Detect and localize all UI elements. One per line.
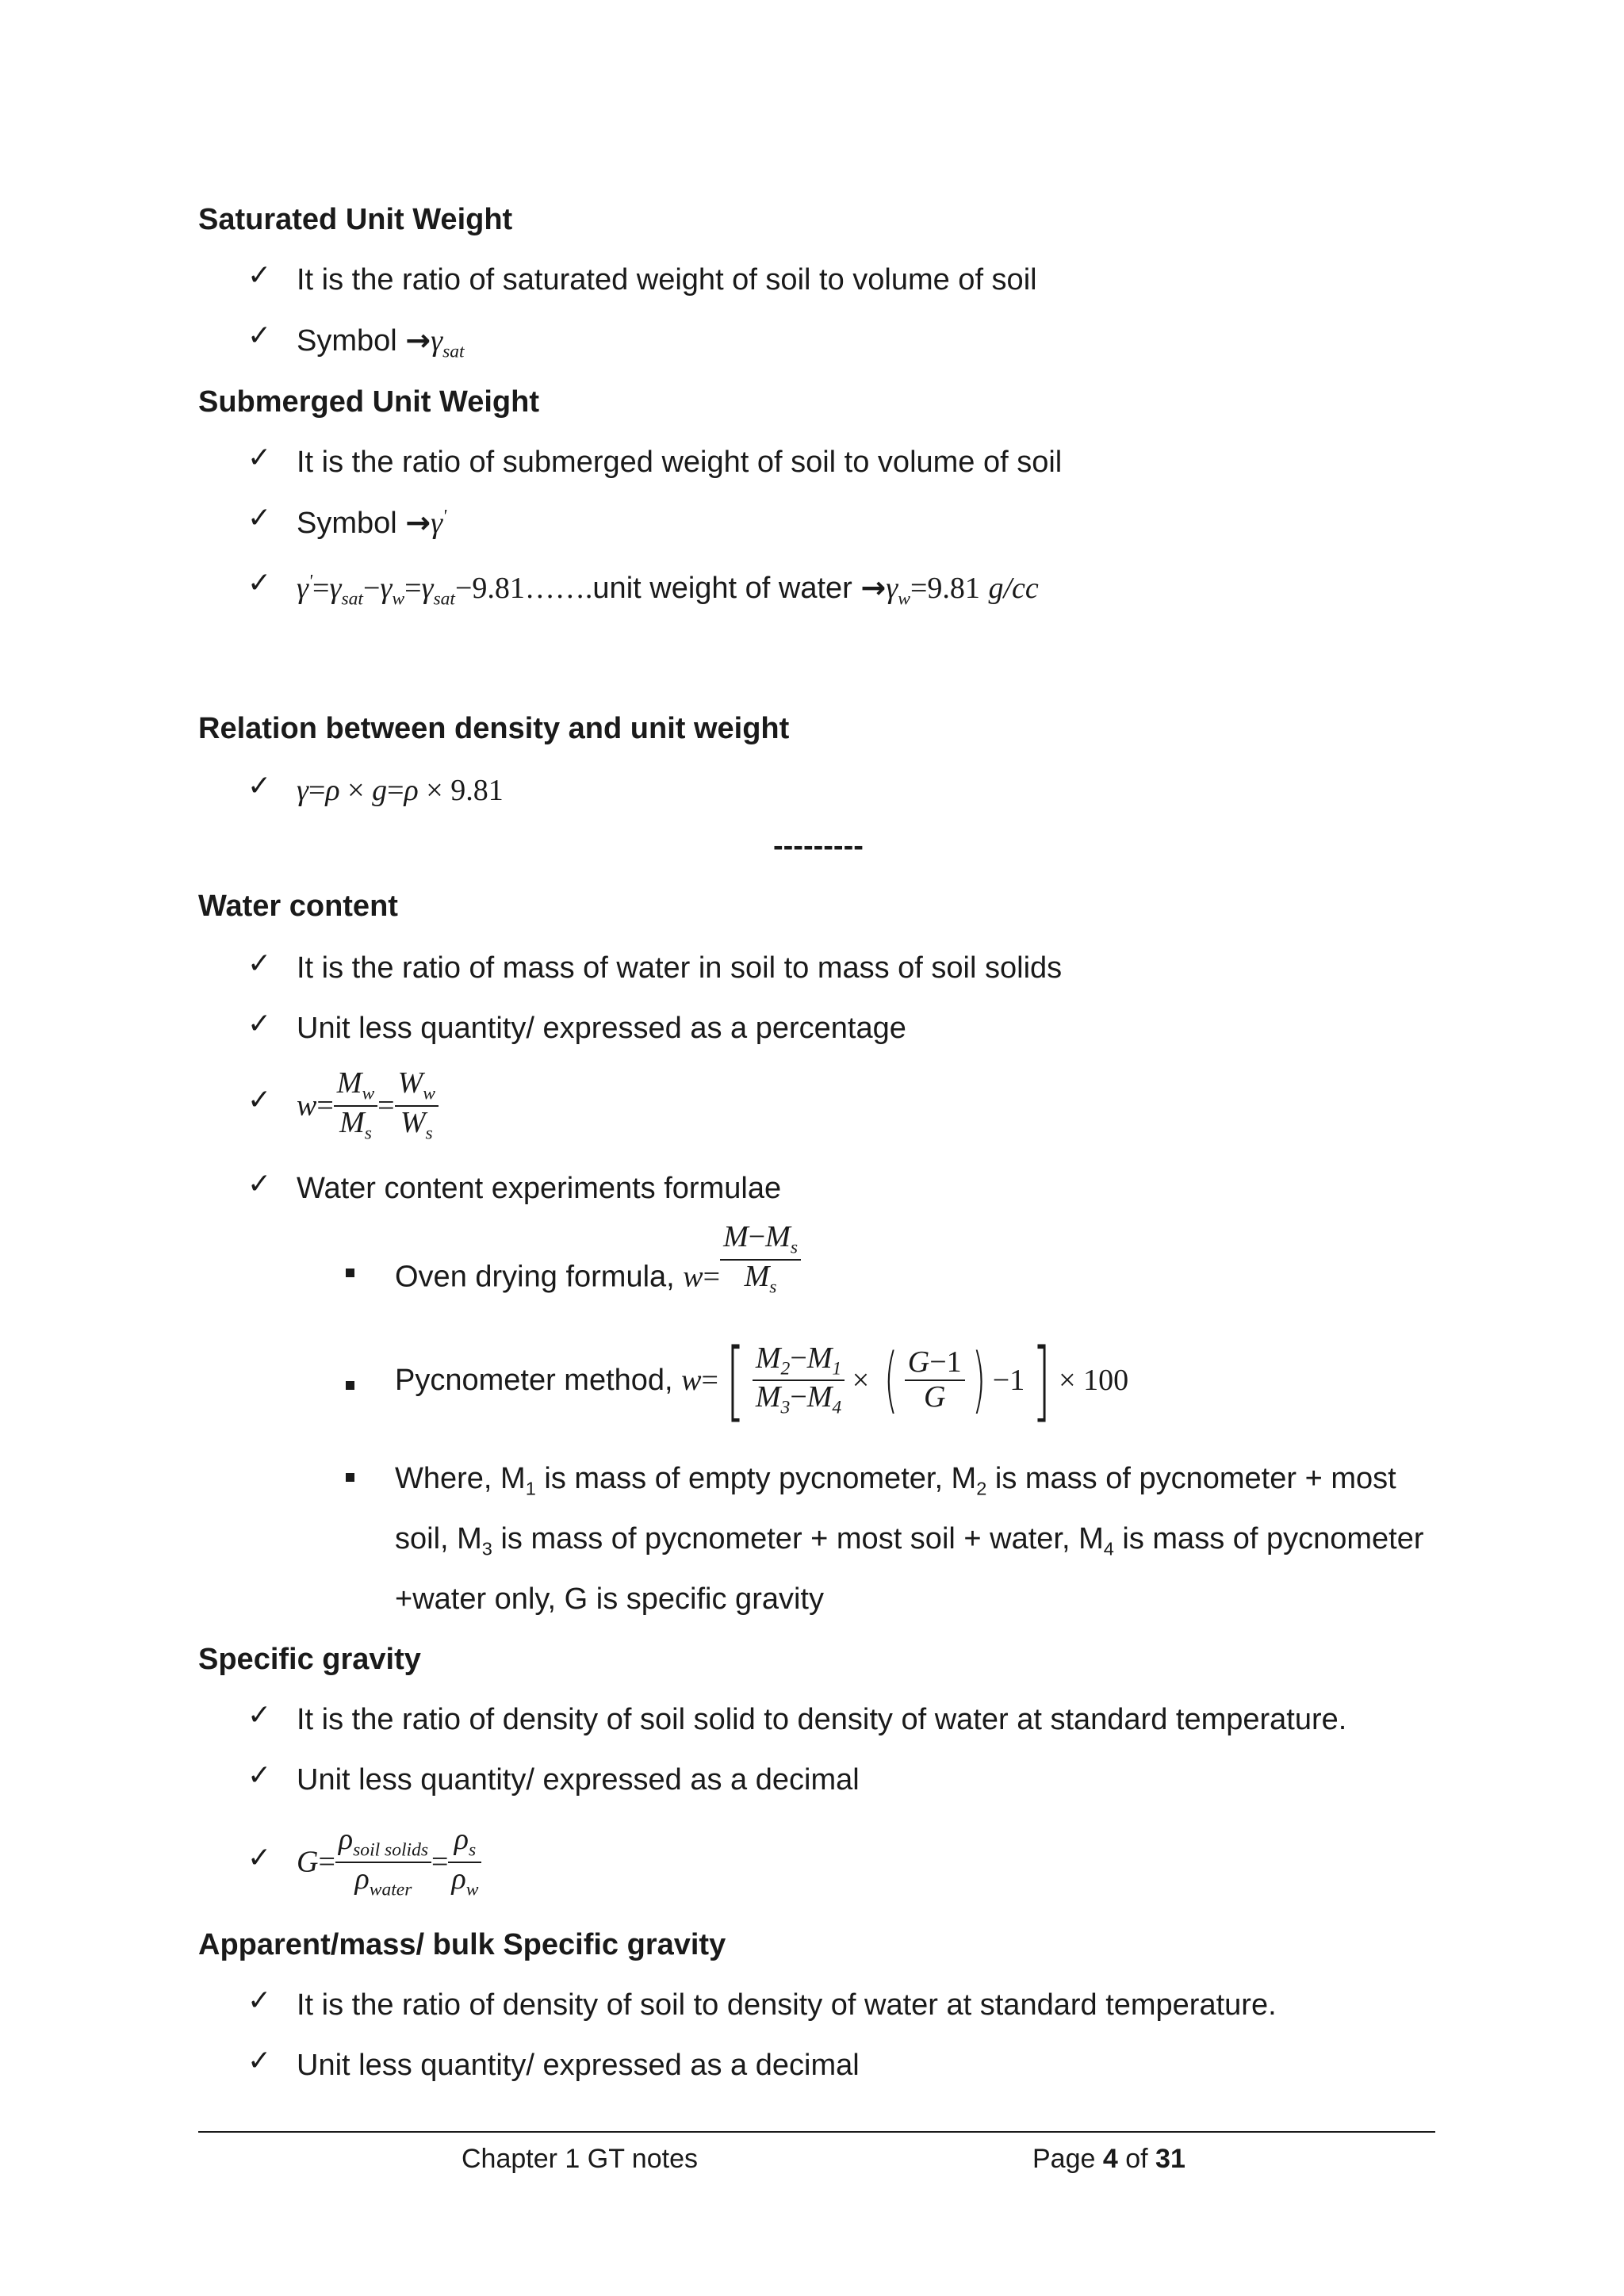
subitem-where-line1: Where, $M_1$ is mass of empty pycnometer, $M_2$ is mass of pycnometer + most xyxy=(395,1462,1396,1499)
square-bullet-icon xyxy=(346,1473,354,1482)
heading-specific-gravity: Specific gravity xyxy=(198,1643,421,1676)
checkmark-icon: ✓ xyxy=(247,1168,272,1200)
subitem-pycnometer: Pycnometer method, w=[ $\frac{M_2-M_1}{M_3-M_4}$ × ( $\frac{G-1}{G}$ ) −1] × 100 xyxy=(395,1330,1129,1431)
checkmark-icon: ✓ xyxy=(247,1084,272,1116)
checkmark-icon: ✓ xyxy=(247,259,272,292)
checkmark-icon: ✓ xyxy=(247,320,272,352)
footer-chapter: Chapter 1 GT notes xyxy=(462,2144,698,2174)
arrow-right-icon: → xyxy=(405,505,431,540)
checkmark-icon: ✓ xyxy=(247,1759,272,1792)
subitem-where-line3: +water only, G is specific gravity xyxy=(395,1582,824,1616)
square-bullet-icon xyxy=(346,1381,354,1390)
heading-saturated-unit-weight: Saturated Unit Weight xyxy=(198,203,513,236)
checkmark-icon: ✓ xyxy=(247,2045,272,2077)
square-bullet-icon xyxy=(346,1269,354,1277)
heading-relation-density-unit-weight: Relation between density and unit weight xyxy=(198,712,790,745)
checkmark-icon: ✓ xyxy=(247,502,272,534)
checkmark-icon: ✓ xyxy=(247,1984,272,2017)
heading-submerged-unit-weight: Submerged Unit Weight xyxy=(198,385,539,419)
footer-page-number: Page 4 of 31 xyxy=(1032,2144,1185,2174)
section-divider: --------- xyxy=(773,829,864,863)
footer-rule xyxy=(198,2131,1435,2133)
checkmark-icon: ✓ xyxy=(247,1699,272,1732)
checkmark-icon: ✓ xyxy=(247,770,272,802)
checkmark-icon: ✓ xyxy=(247,1008,272,1040)
checkmark-icon: ✓ xyxy=(247,1842,272,1874)
heading-water-content: Water content xyxy=(198,890,398,923)
arrow-right-icon: → xyxy=(405,323,431,358)
document-page: Saturated Unit Weight ✓ It is the ratio of saturated weight of soil to volume of soil ✓ Symbol $\to\gamma_{sat}$ Submerged Unit Weight ✓ It is the ratio of submerged weight of soil to volume of soil ✓ Symbol →γ' ✓ $\gamma'=\gamma_{sat}-\gamma_w=\gamma_{sat}-9.81\dots\dots.unit$ weight of water $\to\gamma_w=9.81$ g/cc Relation between density and unit weight ✓ γ=ρ × g=ρ × 9.81 --------- Water content ✓ It is the ratio of mass of water in soil to mass of soil solids ✓ Unit less quantity/ expressed as a percentage ✓ w= $\frac{M_w}{M_s}$ = $\frac{W_w}{W_s}$ ✓ Water content experiments formulae Oven drying formula, w= $\frac{M-M_s}{M_s}$ Pycnometer method, w=[ $\frac{M_2-M_1}{M_3-M_4}$ × ( $\frac{G-1}{G}$ ) −1] × 100 Where, $M_1$ is mass of empty pycnometer, $M_2$ is mass of pycnometer + most soil, $M_3$ is mass of pycnometer + most soil + water, $M_4$ is mass of pycnometer +water only, G is specific gravity Specific gravity ✓ It is the ratio of density of soil solid to density of water at standard temperature. ✓ Unit less quantity/ expressed as a decimal ✓ G= $\frac{\rho_{soil solids}}{\rho_{water}}$ = $\frac{\rho_s}{\rho_w}$ Apparent/mass/ bulk Specific gravity ✓ It is the ratio of density of soil to density of water at standard temperature. ✓ Unit less quantity/ expressed as a decimal Chapter 1 GT notes Page 4 of 31 xyxy=(0,0,1624,2296)
checkmark-icon: ✓ xyxy=(247,442,272,474)
checkmark-icon: ✓ xyxy=(247,567,272,599)
arrow-right-icon: → xyxy=(860,570,887,605)
subitem-where-line2: soil, $M_3$ is mass of pycnometer + most soil + water, $M_4$ is mass of pycnometer xyxy=(395,1522,1424,1559)
heading-apparent-specific-gravity: Apparent/mass/ bulk Specific gravity xyxy=(198,1928,726,1961)
subitem-oven-drying: Oven drying formula, w= $\frac{M-M_s}{M_s}$ xyxy=(395,1256,801,1298)
checkmark-icon: ✓ xyxy=(247,947,272,980)
